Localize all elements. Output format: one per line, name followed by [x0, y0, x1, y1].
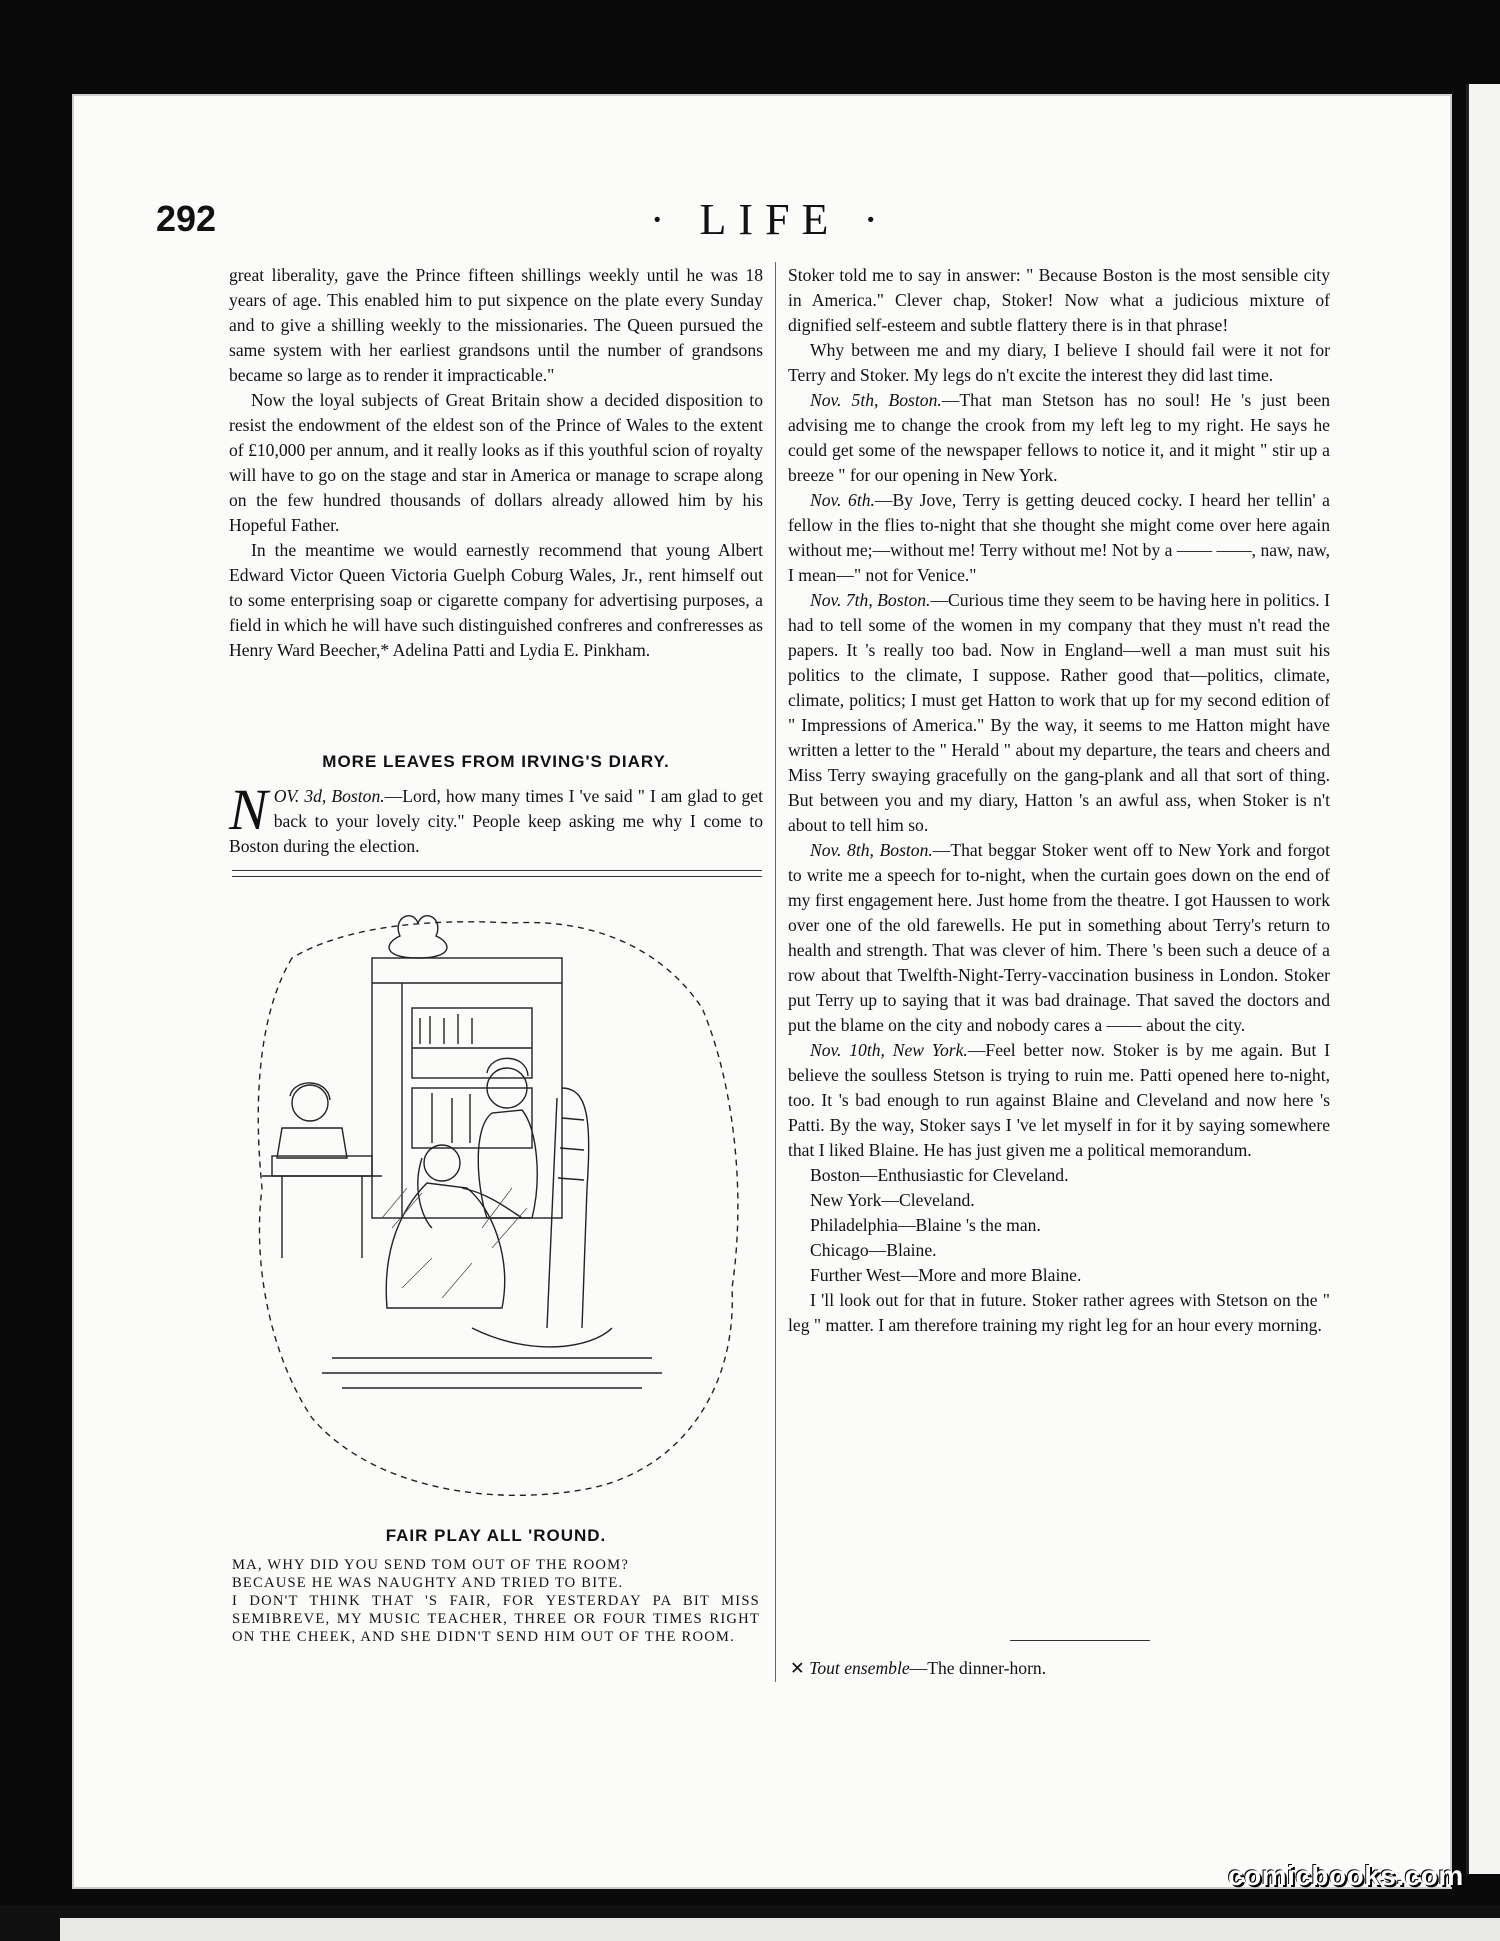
masthead: · LIFE · — [649, 195, 891, 244]
memo-line: Further West—More and more Blaine. — [810, 1265, 1082, 1285]
watermark-text: comicbooks.com — [1228, 1860, 1464, 1891]
memo-line: Boston—Enthusiastic for Cleveland. — [810, 1165, 1069, 1185]
caption-line: MA, WHY DID YOU SEND TOM OUT OF THE ROOM? — [232, 1557, 630, 1573]
double-rule-bottom — [232, 876, 762, 877]
caption-line: BECAUSE HE WAS NAUGHTY AND TRIED TO BITE. — [232, 1575, 624, 1591]
entry-date: Nov. 10th, New York. — [810, 1040, 968, 1060]
diary-entry — [788, 1038, 1330, 1163]
footnote-mark: ✕ — [790, 1658, 805, 1678]
footnote-rule — [1010, 1640, 1150, 1641]
diary-entry — [788, 388, 1330, 488]
left-column — [229, 263, 763, 663]
dropcap: N — [229, 777, 268, 842]
memo-line: Chicago—Blaine. — [810, 1240, 937, 1260]
paragraph: Why between me and my diary, I believe I should fail were it not for Terry and Stoker. My legs do n't excite the interest they did last time. — [788, 340, 1330, 385]
paragraph: I 'll look out for that in future. Stoker rather agrees with Stetson on the " leg " matter. I am therefore training my right leg for an hour every morning. — [788, 1290, 1330, 1335]
right-column — [788, 263, 1330, 1338]
diary-entry — [788, 588, 1330, 838]
footnote — [790, 1656, 1046, 1681]
illustration-caption — [232, 1556, 760, 1646]
paragraph: Now the loyal subjects of Great Britain show a decided disposition to resist the endowment of the eldest son of the Prince of Wales to the extent of £10,000 per annum, and it really looks as if this youthful scion of royalty will have to go on the stage and star in America or manage to scrape along on the few hundred thousands of dollars already allowed him by his Hopeful Father. — [229, 390, 763, 535]
diary-entry — [788, 838, 1330, 1038]
entry-text: —By Jove, Terry is getting deuced cocky. I heard her tellin' a fellow in the flies to-night that she thought she might come over here again without me;—without me! Terry without me! Not by a —— ——, naw, naw, I mean—" not for Venice." — [788, 490, 1330, 585]
paragraph: Stoker told me to say in answer: " Because Boston is the most sensible city in America." Clever chap, Stoker! Now what a judicious mixture of dignified self-esteem and subtle flattery there is in that phrase! — [788, 265, 1330, 335]
column-divider — [775, 262, 776, 1682]
next-page-edge — [60, 1918, 1500, 1941]
entry-text: —Curious time they seem to be having here in politics. I had to tell some of the women in my company that they must n't read the papers. It 's really too bad. Now in England—well a man must suit his politics to the climate, I suppose. Rather good that—politics, climate, climate, politics; I must get Hatton to work that up for my second edition of " Impressions of America." By the way, it seems to me Hatton might have written a letter to the " Herald " about my departure, the tears and cheers and Miss Terry swaying gracefully on the gang-plank and all that sort of thing. But between you and my diary, Hatton 's an awful ass, when Stoker is n't about to tell him so. — [788, 590, 1330, 835]
double-rule-top — [232, 870, 762, 871]
caption-line: I DON'T THINK THAT 'S FAIR, FOR YESTERDAY PA BIT MISS SEMIBREVE, MY MUSIC TEACHER, THREE OR FOUR TIMES RIGHT ON THE CHEEK, AND SHE DIDN'T SEND HIM OUT OF THE ROOM. — [232, 1593, 760, 1645]
entry-date: Nov. 8th, Boston. — [810, 840, 933, 860]
adjacent-page-edge — [1466, 84, 1500, 1874]
diary-entry — [788, 488, 1330, 588]
entry-text: —Lord, how many times I 've said " I am glad to get back to your lovely city." People keep asking me why I come to Boston during the election. — [229, 786, 763, 856]
entry-date: Nov. 7th, Boston. — [810, 590, 931, 610]
engraving-illustration — [232, 888, 762, 1520]
entry-text: —That beggar Stoker went off to New York and forgot to write me a speech for to-night, when the curtain goes down on the end of my first engagement here. Just home from the theatre. I got Haussen to work over one of the old farewells. He put in something about Terry's return to health and strength. That was clever of him. There 's been such a deuce of a row about that Twelfth-Night-Terry-vaccination business in London. Stoker put Terry up to saying that it was bad drainage. That saved the doctors and put the blame on the city and nobody cares a —— about the city. — [788, 840, 1330, 1035]
paragraph: In the meantime we would earnestly recommend that young Albert Edward Victor Queen Victoria Guelph Coburg Wales, Jr., rent himself out to some enterprising soap or cigarette company for advertising purposes, a field in which he will have such distinguished confreres and confreresses as Henry Ward Beecher,* Adelina Patti and Lydia E. Pinkham. — [229, 540, 763, 660]
entry-text: —Feel better now. Stoker is by me again. But I believe the soulless Stetson is trying to ruin me. Patti opened here to-night, too. It 's bad enough to run against Blaine and Cleveland and now here 's Patti. By the way, Stoker says I 've let myself in for it by saying somewhere that I liked Blaine. He has just given me a political memorandum. — [788, 1040, 1331, 1160]
entry-date: Nov. 5th, Boston. — [810, 390, 942, 410]
illustration-title: FAIR PLAY ALL 'ROUND. — [385, 1526, 607, 1545]
entry-text: —That man Stetson has no soul! He 's just been advising me to change the crook from my left leg to my right. He says he could get some of the newspaper fellows to notice it, and it might " stir up a breeze " for our opening in New York. — [788, 390, 1330, 485]
diary-opening — [229, 777, 763, 859]
diary-heading: MORE LEAVES FROM IRVING'S DIARY. — [322, 752, 670, 771]
footnote-term: Tout ensemble — [809, 1658, 910, 1678]
memo-line: Philadelphia—Blaine 's the man. — [810, 1215, 1041, 1235]
memo-line: New York—Cleveland. — [810, 1190, 975, 1210]
entry-date: OV. 3d, Boston. — [273, 786, 385, 806]
paragraph: great liberality, gave the Prince fifteen shillings weekly until he was 18 years of age. This enabled him to put sixpence on the plate every Sunday and to give a shilling weekly to the missionaries. The Queen pursued the same system with her earliest grandsons until the number of grandsons became so large as to render it impracticable." — [229, 265, 763, 385]
page-number: 292 — [156, 198, 217, 239]
footnote-text: —The dinner-horn. — [909, 1658, 1047, 1678]
entry-date: Nov. 6th. — [810, 490, 875, 510]
